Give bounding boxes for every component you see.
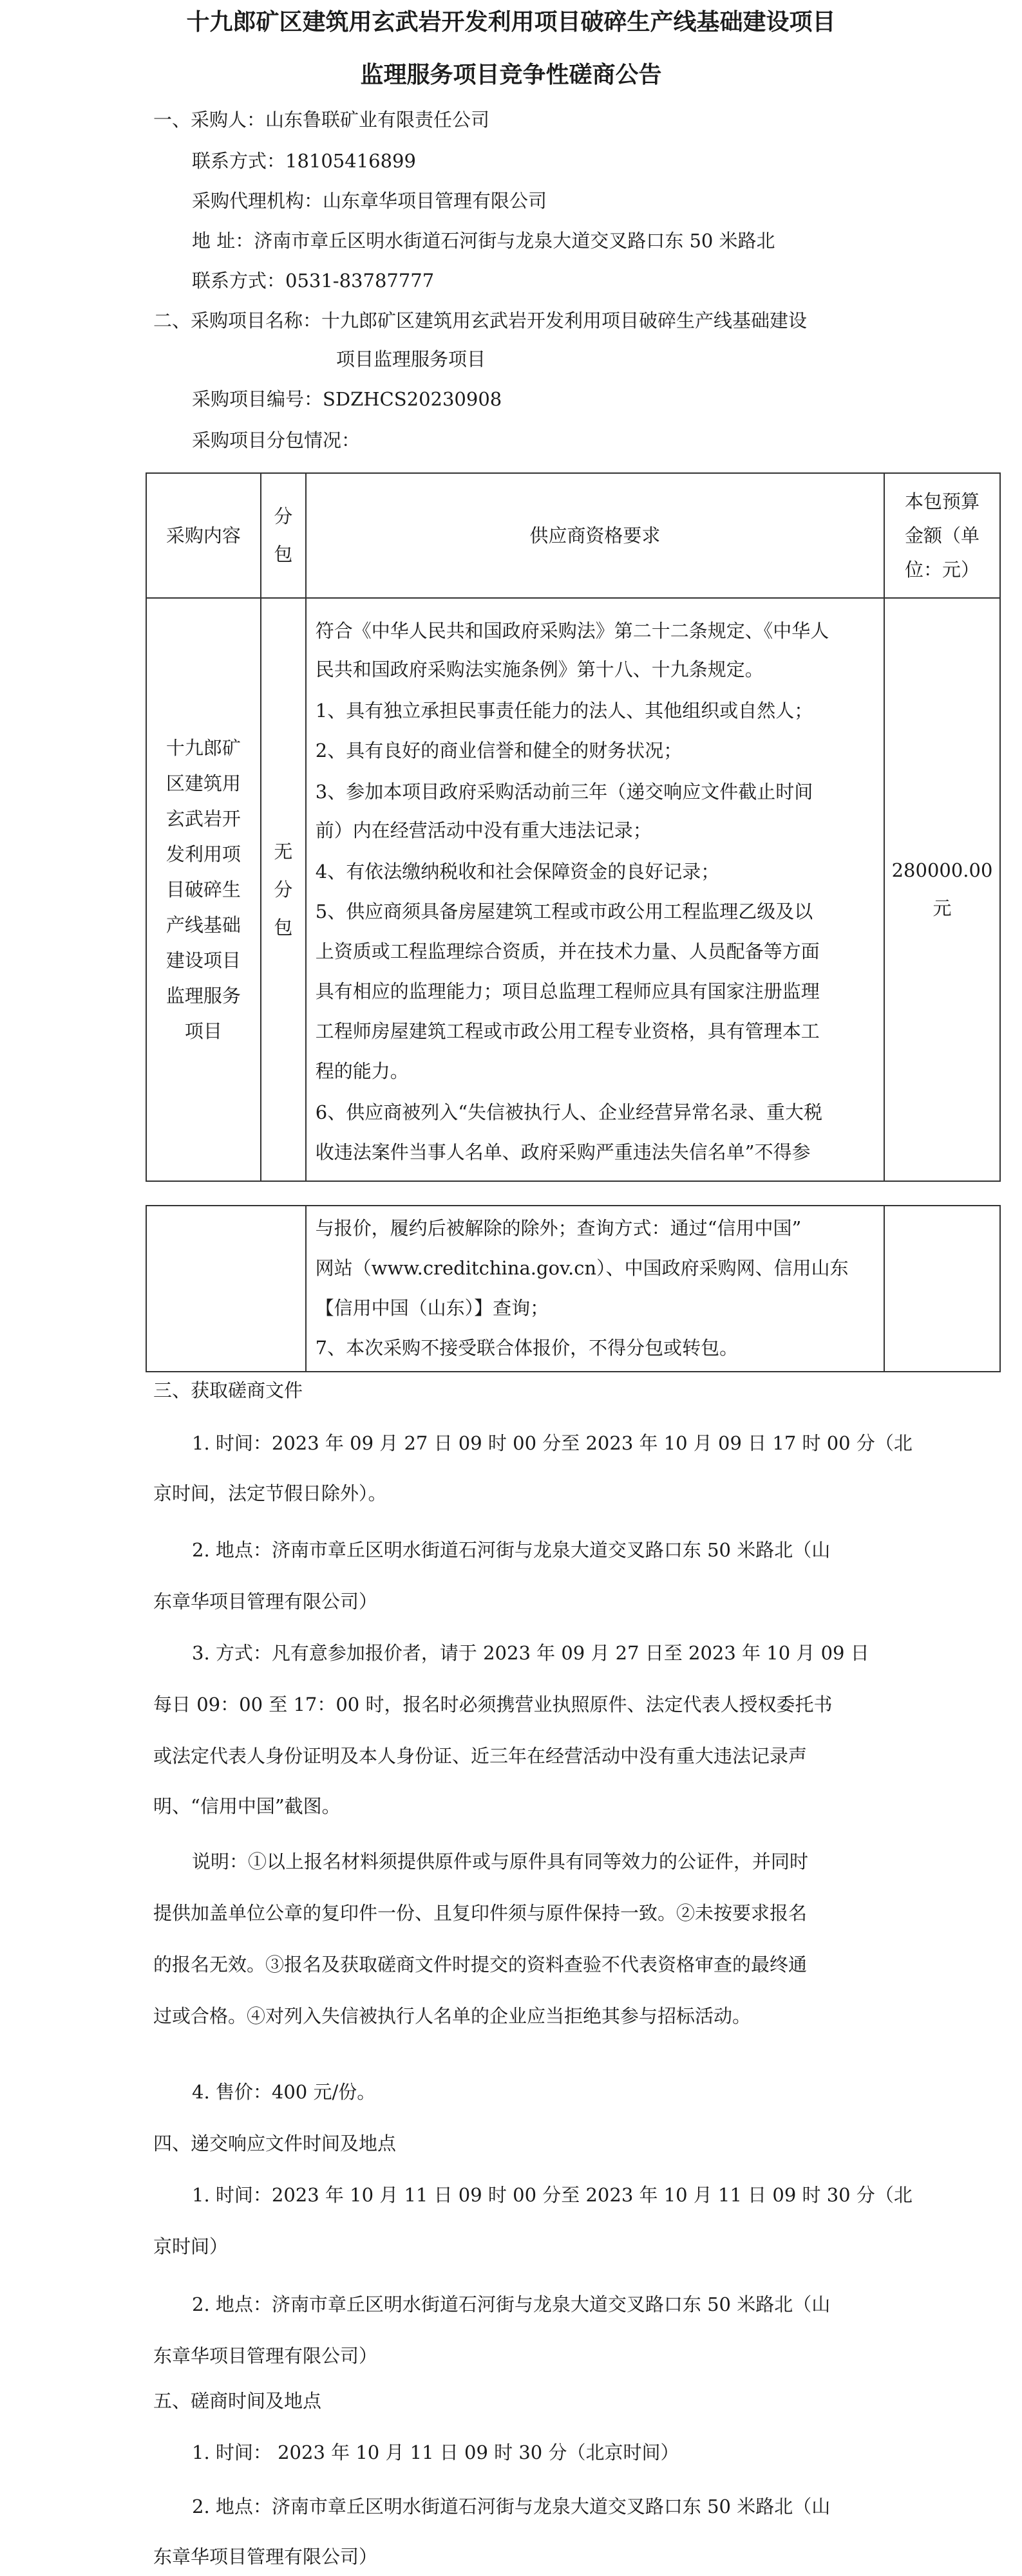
cell-requirements-continued [306, 1206, 885, 1372]
table-row [146, 598, 1000, 1181]
section5-heading: 五、磋商时间及地点 [153, 2390, 322, 2412]
cell-package-line: 分 [274, 878, 293, 901]
requirement-line: 3、参加本项目政府采购活动前三年（递交响应文件截止时间 [315, 781, 813, 803]
section3-time-line: 1. 时间：2023 年 09 月 27 日 09 时 00 分至 2023 年 10 月 09 日 17 时 00 分（北 [192, 1432, 913, 1454]
section4-place-line: 东章华项目管理有限公司） [153, 2345, 378, 2367]
document-title-line1: 十九郎矿区建筑用玄武岩开发利用项目破碎生产线基础建设项目 [186, 8, 836, 35]
section3-price: 4. 售价：400 元/份。 [192, 2081, 376, 2103]
requirement-line: 4、有依法缴纳税收和社会保障资金的良好记录； [315, 861, 720, 882]
section3-note-line: 过或合格。④对列入失信被执行人名单的企业应当拒绝其参与招标活动。 [153, 2005, 752, 2027]
cell-content-line: 玄武岩开 [166, 807, 241, 830]
requirements-text-continued [307, 1206, 884, 1371]
requirement-line: 7、本次采购不接受联合体报价，不得分包或转包。 [315, 1337, 739, 1359]
requirement-line: 收违法案件当事人名单、政府采购严重违法失信名单”不得参 [315, 1141, 811, 1163]
cell-budget-continued [884, 1206, 1000, 1372]
cell-content-line: 项目 [184, 1020, 222, 1042]
requirement-line: 民共和国政府采购法实施条例》第十八、十九条规定。 [315, 658, 764, 680]
project-name-line1: 二、采购项目名称：十九郎矿区建筑用玄武岩开发利用项目破碎生产线基础建设 [153, 310, 808, 331]
cell-content-line: 建设项目 [166, 949, 241, 971]
requirement-line: 具有相应的监理能力；项目总监理工程师应具有国家注册监理 [315, 980, 820, 1002]
agency-name: 采购代理机构：山东章华项目管理有限公司 [192, 190, 547, 212]
requirement-line: 符合《中华人民共和国政府采购法》第二十二条规定、《中华人 [315, 620, 829, 642]
package-table-continued [146, 1205, 1001, 1372]
section3-method-line: 每日 09：00 至 17：00 时，报名时必须携营业执照原件、法定代表人授权委托书 [153, 1694, 833, 1715]
agency-contact: 联系方式：0531-83787777 [192, 270, 435, 292]
header-package [261, 473, 306, 598]
cell-package [261, 598, 306, 1181]
header-budget-line: 本包预算 [905, 490, 980, 512]
cell-budget [884, 598, 1000, 1181]
section3-method-line: 明、“信用中国”截图。 [153, 1795, 341, 1817]
section5-place-line: 东章华项目管理有限公司） [153, 2546, 378, 2568]
header-package-line: 分 [274, 505, 293, 527]
project-number: 采购项目编号：SDZHCS20230908 [192, 388, 502, 410]
section4-time-line: 1. 时间：2023 年 10 月 11 日 09 时 00 分至 2023 年 10 月 11 日 09 时 30 分（北 [192, 2184, 913, 2206]
section3-note-line: 提供加盖单位公章的复印件一份、且复印件须与原件保持一致。②未按要求报名 [153, 1902, 808, 1924]
requirements-text [307, 599, 884, 1181]
section4-time-line: 京时间） [153, 2235, 229, 2257]
requirement-line: 与报价，履约后被解除的除外；查询方式：通过“信用中国” [315, 1217, 802, 1239]
purchaser-contact: 联系方式：18105416899 [192, 150, 416, 172]
section3-place-line: 2. 地点：济南市章丘区明水街道石河街与龙泉大道交叉路口东 50 米路北（山 [192, 1539, 831, 1561]
header-requirements [306, 473, 884, 598]
header-budget-line: 位：元） [905, 558, 980, 581]
cell-content-line: 区建筑用 [166, 772, 241, 794]
cell-content-line: 发利用项 [166, 843, 241, 865]
requirement-line: 【信用中国（山东）】查询； [315, 1297, 549, 1319]
document-title-line2: 监理服务项目竞争性磋商公告 [360, 61, 662, 88]
requirement-line: 2、具有良好的商业信誉和健全的财务状况； [315, 740, 683, 761]
budget-amount: 280000.00 [891, 859, 993, 881]
agency-address: 地 址：济南市章丘区明水街道石河街与龙泉大道交叉路口东 50 米路北 [192, 230, 775, 252]
project-name-line2: 项目监理服务项目 [336, 348, 486, 370]
section5-place-line: 2. 地点：济南市章丘区明水街道石河街与龙泉大道交叉路口东 50 米路北（山 [192, 2496, 831, 2517]
requirement-line: 工程师房屋建筑工程或市政公用工程专业资格，具有管理本工 [315, 1020, 820, 1042]
header-content-label: 采购内容 [166, 524, 241, 546]
table-row [146, 1206, 1000, 1372]
requirement-line: 前）内在经营活动中没有重大违法记录； [315, 819, 652, 841]
header-budget-line: 金额（单 [905, 524, 980, 546]
requirement-line: 程的能力。 [315, 1060, 409, 1082]
cell-requirements [306, 598, 884, 1181]
section5-time: 1. 时间： 2023 年 10 月 11 日 09 时 30 分（北京时间） [192, 2441, 679, 2463]
requirement-line: 网站（www.creditchina.gov.cn）、中国政府采购网、信用山东 [315, 1257, 849, 1279]
section3-note-line: 的报名无效。③报名及获取磋商文件时提交的资料查验不代表资格审查的最终通 [153, 1954, 808, 1975]
requirement-line: 5、供应商须具备房屋建筑工程或市政公用工程监理乙级及以 [315, 901, 813, 922]
budget-unit: 元 [932, 897, 952, 919]
header-package-line: 包 [274, 543, 293, 565]
section4-heading: 四、递交响应文件时间及地点 [153, 2133, 397, 2154]
section3-heading: 三、获取磋商文件 [153, 1379, 303, 1401]
package-label: 采购项目分包情况： [192, 429, 361, 451]
section4-place-line: 2. 地点：济南市章丘区明水街道石河街与龙泉大道交叉路口东 50 米路北（山 [192, 2293, 831, 2315]
header-content [146, 473, 261, 598]
header-requirements-label: 供应商资格要求 [529, 524, 661, 546]
requirement-line: 1、具有独立承担民事责任能力的法人、其他组织或自然人； [315, 700, 813, 722]
section3-place-line: 东章华项目管理有限公司） [153, 1591, 378, 1612]
cell-content-line: 目破碎生 [166, 878, 241, 901]
cell-content [146, 598, 261, 1181]
cell-content-line: 十九郎矿 [166, 736, 241, 759]
section3-method-line: 3. 方式：凡有意参加报价者，请于 2023 年 09 月 27 日至 2023 年 10 月 09 日 [192, 1642, 869, 1664]
cell-package-line: 无 [274, 840, 293, 863]
header-budget [884, 473, 1000, 598]
cell-content-line: 监理服务 [166, 984, 241, 1007]
section3-time-line: 京时间，法定节假日除外）。 [153, 1482, 387, 1504]
package-table [146, 472, 1001, 1182]
purchaser-heading: 一、采购人：山东鲁联矿业有限责任公司 [153, 109, 490, 131]
requirement-line: 上资质或工程监理综合资质，并在技术力量、人员配备等方面 [315, 940, 820, 962]
requirement-line: 6、供应商被列入“失信被执行人、企业经营异常名录、重大税 [315, 1101, 823, 1123]
section3-method-line: 或法定代表人身份证明及本人身份证、近三年在经营活动中没有重大违法记录声 [153, 1745, 808, 1767]
table-header-row [146, 473, 1000, 598]
cell-content-continued [146, 1206, 306, 1372]
cell-package-line: 包 [274, 916, 293, 938]
section3-note-line: 说明：①以上报名材料须提供原件或与原件具有同等效力的公证件，并同时 [192, 1851, 809, 1872]
cell-content-line: 产线基础 [166, 913, 241, 936]
